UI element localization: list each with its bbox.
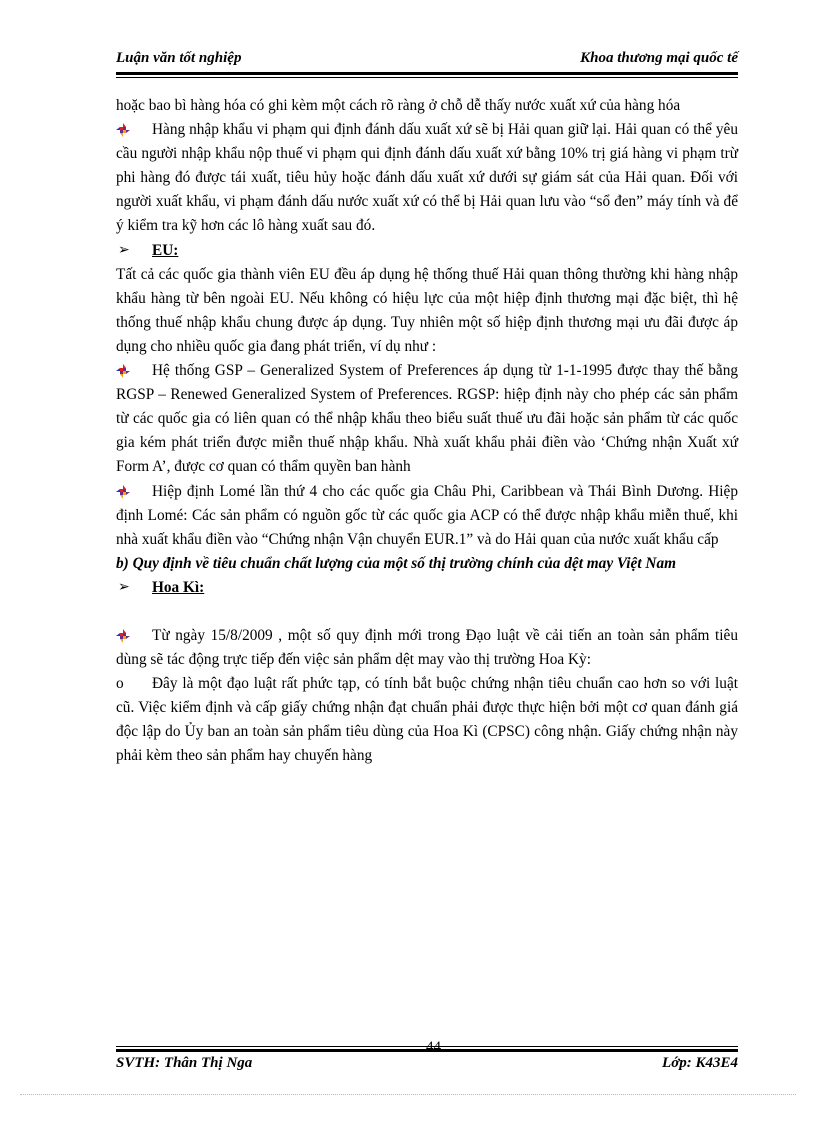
footer-class: Lớp: K43E4 — [662, 1055, 738, 1071]
page-header — [116, 48, 738, 72]
page-number: 44 — [426, 1039, 441, 1055]
bullet-text: Hệ thống GSP – Generalized System of Preferences áp dụng từ 1-1-1995 được thay thế bằng RGSP – Renewed Generalized System of Preferences. RGSP: hiệp định này cho phép các sản phẩm từ các quốc gia có liên quan có thể nhập khẩu theo biểu suất thuế ưu đãi hoặc sản phẩm từ các quốc gia kém phát triển được miễn thuế nhập khẩu. Nhà xuất khẩu phải điền vào ‘Chứng nhận Xuất xứ Form A’, được cơ quan có thẩm quyền ban hành — [116, 362, 738, 476]
bullet-paragraph-us-law — [116, 624, 738, 672]
bullet-paragraph-gsp — [116, 359, 738, 479]
document-body — [116, 94, 738, 769]
bullet-paragraph-origin-marking — [116, 118, 738, 238]
page-footer — [116, 1052, 738, 1076]
arrow-bullet-icon: ➢ — [118, 242, 130, 258]
bullet-text: Hàng nhập khẩu vi phạm qui định đánh dấu xuất xứ sẽ bị Hải quan giữ lại. Hải quan có thể yêu cầu người nhập khẩu nộp thuế vi phạm qui định đánh dấu xuất xứ bằng 10% trị giá hàng vi phạm trừ phi hàng đó được tái xuất, tiêu hủy hoặc đánh dấu xuất xứ dưới sự giám sát của Hải quan. Đối với người xuất khẩu, vi phạm đánh dấu nước xuất xứ có thể bị Hải quan lưu vào “sổ đen” máy tính và để ý kiểm tra kỹ hơn các lô hàng xuất sau đó. — [116, 121, 738, 235]
arrow-bullet-icon: ➢ — [118, 579, 130, 595]
heading-eu — [116, 239, 738, 263]
blank-line — [116, 600, 738, 624]
heading-eu-label: EU: — [152, 241, 179, 259]
bullet-text: Từ ngày 15/8/2009 , một số quy định mới trong Đạo luật về cải tiến an toàn sản phẩm tiêu dùng sẽ tác động trực tiếp đến việc sản phẩm dệt may vào thị trường Hoa Kỳ: — [116, 626, 738, 669]
paragraph-eu: Tất cả các quốc gia thành viên EU đều áp dụng hệ thống thuế Hải quan thông thường khi hàng nhập khẩu hàng từ bên ngoài EU. Nếu không có hiệu lực của một hiệp định thương mại đặc biệt, thì hệ thống thuế nhập khẩu chung được áp dụng. Tuy nhiên một số hiệp định thương mại ưu đãi được áp dụng cho nhiều quốc gia đang phát triển, ví dụ như : — [116, 265, 738, 355]
header-rule-thick — [116, 72, 738, 75]
four-color-arrow-bullet-icon — [116, 485, 132, 499]
footer-student: SVTH: Thân Thị Nga — [116, 1055, 253, 1071]
bullet-text: Hiệp định Lomé lần thứ 4 cho các quốc gia Châu Phi, Caribbean và Thái Bình Dương. Hiệp định Lomé: Các sản phẩm có nguồn gốc từ các quốc gia ACP có thể được nhập khẩu miễn thuế, khi nhà xuất khẩu điền vào “Chứng nhận Vận chuyển EUR.1” và do Hải quan của nước xuất khẩu cấp — [116, 482, 738, 548]
four-color-arrow-bullet-icon — [116, 123, 132, 137]
page-edge-dotted-line — [20, 1094, 796, 1095]
bullet-paragraph-lome — [116, 480, 738, 552]
heading-us — [116, 576, 738, 600]
header-faculty: Khoa thương mại quốc tế — [580, 50, 738, 66]
four-color-arrow-bullet-icon — [116, 629, 132, 643]
four-color-arrow-bullet-icon — [116, 364, 132, 378]
heading-us-label: Hoa Kì: — [152, 578, 205, 596]
header-rule-thin — [116, 77, 738, 78]
sub-bullet-text: Đây là một đạo luật rất phức tạp, có tính bắt buộc chứng nhận tiêu chuẩn cao hơn so với luật cũ. Việc kiểm định và cấp giấy chứng nhận đạt chuẩn phải được thực hiện bởi một cơ quan đánh giá độc lập do Ủy ban an toàn sản phẩm tiêu dùng của Hoa Kì (CPSC) công nhận. Giấy chứng nhận này phải kèm theo sản phẩm hay chuyến hàng — [116, 675, 738, 765]
paragraph-continuation: hoặc bao bì hàng hóa có ghi kèm một cách rõ ràng ở chỗ dễ thấy nước xuất xứ của hàng hóa — [116, 97, 681, 114]
header-thesis-title: Luận văn tốt nghiệp — [116, 50, 242, 66]
section-heading-b: b) Quy định về tiêu chuẩn chất lượng của một số thị trường chính của dệt may Việt Nam — [116, 554, 677, 572]
sub-bullet-paragraph — [116, 672, 738, 768]
circle-bullet-icon: o — [116, 675, 124, 693]
